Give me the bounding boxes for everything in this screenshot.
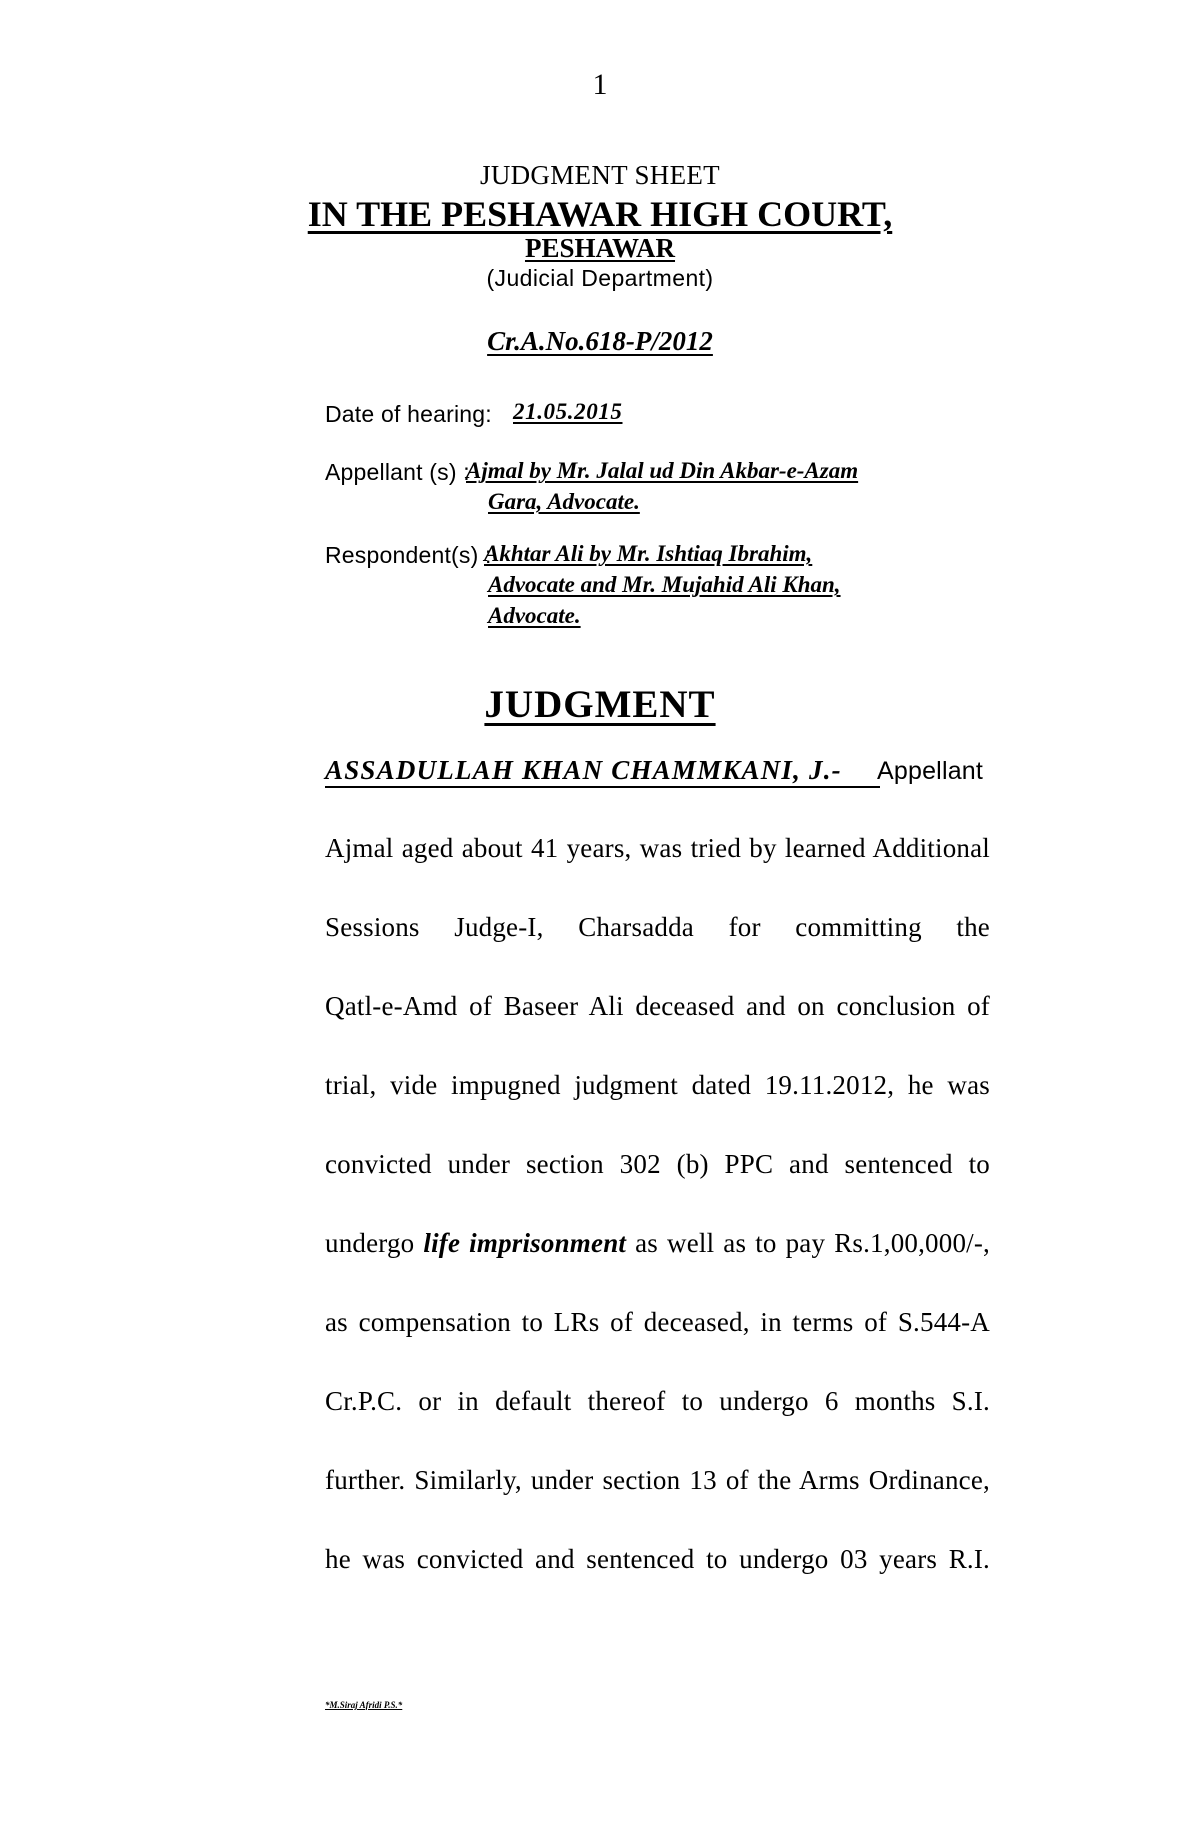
body-line-6-before: undergo [325,1228,424,1258]
hearing-date-value: 21.05.2015 [513,399,623,424]
court-city: PESHAWAR [524,233,676,263]
body-line-2: Sessions Judge-I, Charsadda for committing the [325,912,990,942]
body-line-7: as compensation to LRs of deceased, in terms of S.544-A [325,1307,990,1337]
footer-initials: *M.Siraj Afridi P.S.* [325,1700,403,1710]
appellant-counsel-line-2: Gara, Advocate. [488,489,640,514]
body-line-9: further. Similarly, under section 13 of the Arms Ordinance, [325,1465,990,1495]
body-line-5: convicted under section 302 (b) PPC and sentenced to [325,1149,990,1179]
respondent-label: Respondent(s) : [325,542,492,568]
hearing-date-label: Date of hearing: [325,401,492,427]
respondent-counsel-line-3: Advocate. [488,603,581,628]
case-number: Cr.A.No.618-P/2012 [487,326,713,356]
body-line-6 [325,1226,990,1260]
judge-line [325,755,990,791]
respondent-counsel-line-1: Akhtar Ali by Mr. Ishtiaq Ibrahim, [484,541,813,566]
sheet-label: JUDGMENT SHEET [480,160,720,190]
body-line-4: trial, vide impugned judgment dated 19.11.2012, he was [325,1070,990,1100]
body-line-3: Qatl-e-Amd of Baseer Ali deceased and on conclusion of [325,991,990,1021]
body-line-10: he was convicted and sentenced to undergo 03 years R.I. [325,1544,990,1574]
court-title: IN THE PESHAWAR HIGH COURT, [307,194,893,234]
respondent-counsel-line-2: Advocate and Mr. Mujahid Ali Khan, [488,572,841,597]
life-imprisonment-emphasis: life imprisonment [423,1228,627,1258]
body-line-1: Ajmal aged about 41 years, was tried by learned Additional [325,833,990,863]
judge-name: ASSADULLAH KHAN CHAMMKANI, J.- [325,755,842,785]
page-number: 1 [592,68,608,101]
judge-line-trailing-word: Appellant [877,757,984,785]
department: (Judicial Department) [486,265,714,291]
appellant-label: Appellant (s) : [325,459,470,485]
judgment-heading: JUDGMENT [484,683,716,726]
judge-underline [325,786,880,788]
body-line-8: Cr.P.C. or in default thereof to undergo 6 months S.I. [325,1386,990,1416]
body-line-6-after: as well as to pay Rs.1,00,000/-, [626,1228,991,1258]
appellant-counsel-line-1: Ajmal by Mr. Jalal ud Din Akbar-e-Azam [466,458,859,483]
